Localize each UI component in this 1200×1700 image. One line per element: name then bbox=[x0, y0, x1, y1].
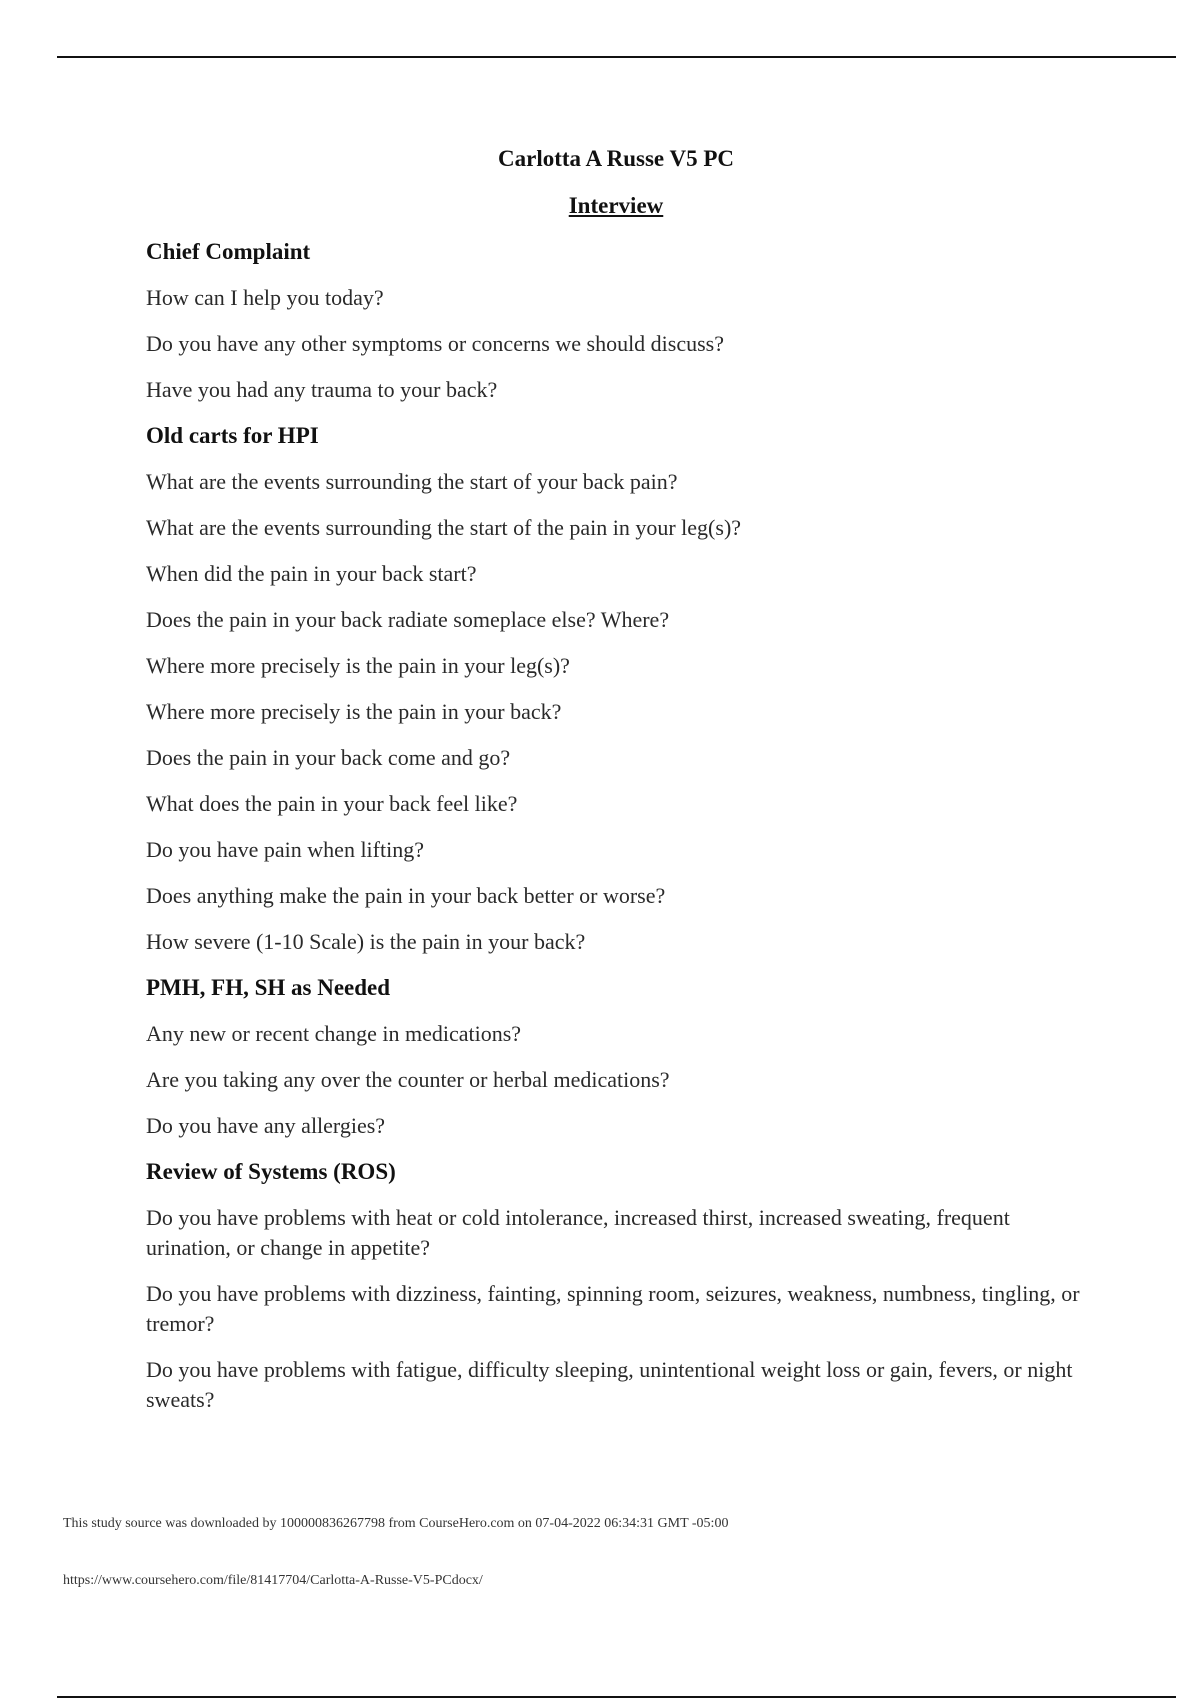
document-body bbox=[146, 237, 1096, 1431]
section-heading-chief-complaint: Chief Complaint bbox=[146, 239, 311, 264]
question-item: What are the events surrounding the start of the pain in your leg(s)? bbox=[146, 515, 742, 540]
download-notice: This study source was downloaded by 100000836267798 from CourseHero.com on 07-04-2022 06:34:31 GMT -05:00 bbox=[63, 1516, 729, 1531]
question-item: Do you have problems with fatigue, difficulty sleeping, unintentional weight loss or gain, fevers, or night sweats? bbox=[146, 1357, 1073, 1412]
question-item: Where more precisely is the pain in your leg(s)? bbox=[146, 653, 570, 678]
section-heading-ros: Review of Systems (ROS) bbox=[146, 1159, 396, 1184]
question-item: How severe (1-10 Scale) is the pain in your back? bbox=[146, 929, 586, 954]
section-heading-pmh: PMH, FH, SH as Needed bbox=[146, 975, 391, 1000]
top-rule bbox=[57, 56, 1176, 58]
question-item: Do you have problems with dizziness, fainting, spinning room, seizures, weakness, numbness, tingling, or tremor? bbox=[146, 1281, 1080, 1336]
source-url: https://www.coursehero.com/file/81417704/Carlotta-A-Russe-V5-PCdocx/ bbox=[63, 1573, 483, 1588]
question-item: Does the pain in your back come and go? bbox=[146, 745, 511, 770]
question-item: How can I help you today? bbox=[146, 285, 384, 310]
question-item: Any new or recent change in medications? bbox=[146, 1021, 522, 1046]
question-item: Do you have problems with heat or cold intolerance, increased thirst, increased sweating, frequent urination, or change in appetite? bbox=[146, 1205, 1010, 1260]
question-item: What does the pain in your back feel like? bbox=[146, 791, 518, 816]
question-item: Do you have any allergies? bbox=[146, 1113, 386, 1138]
question-item: Have you had any trauma to your back? bbox=[146, 377, 498, 402]
question-item: Does the pain in your back radiate someplace else? Where? bbox=[146, 607, 670, 632]
question-item: Are you taking any over the counter or herbal medications? bbox=[146, 1067, 670, 1092]
question-item: Does anything make the pain in your back better or worse? bbox=[146, 883, 666, 908]
question-item: When did the pain in your back start? bbox=[146, 561, 477, 586]
document-subtitle: Interview bbox=[568, 193, 664, 218]
question-item: Where more precisely is the pain in your back? bbox=[146, 699, 562, 724]
bottom-rule bbox=[57, 1696, 1176, 1698]
question-item: What are the events surrounding the start of your back pain? bbox=[146, 469, 678, 494]
document-title: Carlotta A Russe V5 PC bbox=[498, 146, 734, 171]
question-item: Do you have any other symptoms or concerns we should discuss? bbox=[146, 331, 725, 356]
question-item: Do you have pain when lifting? bbox=[146, 837, 424, 862]
section-heading-hpi: Old carts for HPI bbox=[146, 423, 319, 448]
